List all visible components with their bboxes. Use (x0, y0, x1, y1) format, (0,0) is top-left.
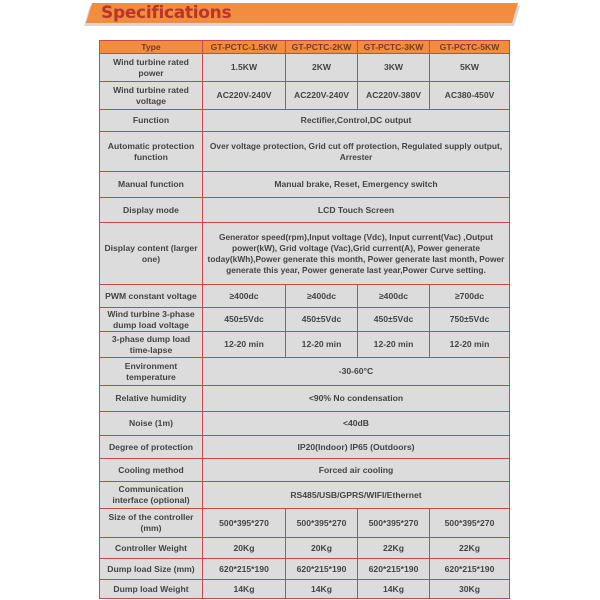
row-value-merged: IP20(Indoor) IP65 (Outdoors) (203, 436, 510, 459)
row-value: 500*395*270 (430, 509, 510, 538)
row-label: Controller Weight (100, 538, 203, 559)
row-value: 450±5Vdc (286, 308, 358, 332)
table-row (100, 559, 510, 580)
row-label: Environment temperature (100, 358, 203, 386)
table-row (100, 482, 510, 509)
table-row (100, 172, 510, 198)
row-value: ≥700dc (430, 285, 510, 308)
row-value-merged: <40dB (203, 412, 510, 436)
row-value: AC220V-380V (358, 82, 430, 110)
row-value: 750±5Vdc (430, 308, 510, 332)
row-value: 3KW (358, 54, 430, 82)
row-label: Noise (1m) (100, 412, 203, 436)
row-label: Display mode (100, 198, 203, 223)
row-label: Dump load Weight (100, 580, 203, 599)
row-value: 2KW (286, 54, 358, 82)
table-row (100, 132, 510, 172)
table-row (100, 308, 510, 332)
table-header-row (100, 41, 510, 54)
header-model: GT-PCTC-3KW (358, 41, 430, 54)
table-row (100, 54, 510, 82)
header-model: GT-PCTC-1.5KW (203, 41, 286, 54)
row-value: AC220V-240V (286, 82, 358, 110)
table-row (100, 436, 510, 459)
row-value: 1.5KW (203, 54, 286, 82)
table-row (100, 538, 510, 559)
row-value: 12-20 min (358, 332, 430, 358)
table-row (100, 386, 510, 412)
row-value: AC380-450V (430, 82, 510, 110)
row-label: Wind turbine rated voltage (100, 82, 203, 110)
row-label: Degree of protection (100, 436, 203, 459)
table-row (100, 198, 510, 223)
row-value-merged: -30-60°C (203, 358, 510, 386)
row-value: 450±5Vdc (358, 308, 430, 332)
row-label: Relative humidity (100, 386, 203, 412)
header-model: GT-PCTC-5KW (430, 41, 510, 54)
table-row (100, 110, 510, 132)
row-label: Automatic protection function (100, 132, 203, 172)
row-label: Wind turbine rated power (100, 54, 203, 82)
row-value: 620*215*190 (286, 559, 358, 580)
row-label: Wind turbine 3-phase dump load voltage (100, 308, 203, 332)
row-value: 12-20 min (430, 332, 510, 358)
row-value: 12-20 min (203, 332, 286, 358)
row-value: AC220V-240V (203, 82, 286, 110)
row-value: 14Kg (286, 580, 358, 599)
row-value: ≥400dc (203, 285, 286, 308)
row-value: 620*215*190 (203, 559, 286, 580)
table-row (100, 412, 510, 436)
table-row (100, 509, 510, 538)
table-row (100, 223, 510, 285)
table-row (100, 459, 510, 482)
row-label: Display content (larger one) (100, 223, 203, 285)
row-value: 620*215*190 (358, 559, 430, 580)
row-value-merged: Generator speed(rpm),Input voltage (Vdc), Input current(Vac) ,Output power(kW), Grid voltage (Vac),Grid current(A), Power generate today(kWh),Power generate this month, Power generate last month, Power generate this year, Power generate last year,Power Curve setting. (203, 223, 510, 285)
row-value: 14Kg (203, 580, 286, 599)
section-title: Specifications (101, 3, 232, 23)
row-label: Size of the controller (mm) (100, 509, 203, 538)
row-value-merged: Manual brake, Reset, Emergency switch (203, 172, 510, 198)
table-row (100, 580, 510, 599)
row-value-merged: RS485/USB/GPRS/WIFI/Ethernet (203, 482, 510, 509)
row-label: 3-phase dump load time-lapse (100, 332, 203, 358)
row-value: 620*215*190 (430, 559, 510, 580)
row-value: 12-20 min (286, 332, 358, 358)
table-row (100, 332, 510, 358)
row-label: Function (100, 110, 203, 132)
row-label: Communication interface (optional) (100, 482, 203, 509)
row-value: 20Kg (203, 538, 286, 559)
row-value: 30Kg (430, 580, 510, 599)
row-label: Dump load Size (mm) (100, 559, 203, 580)
row-value: 5KW (430, 54, 510, 82)
row-value: 22Kg (358, 538, 430, 559)
row-label: Manual function (100, 172, 203, 198)
row-value: 20Kg (286, 538, 358, 559)
table-row (100, 358, 510, 386)
row-value-merged: Over voltage protection, Grid cut off protection, Regulated supply output, Arrester (203, 132, 510, 172)
spec-table (99, 40, 510, 599)
row-value-merged: LCD Touch Screen (203, 198, 510, 223)
row-value: ≥400dc (358, 285, 430, 308)
row-value: ≥400dc (286, 285, 358, 308)
header-type: Type (100, 41, 203, 54)
row-value-merged: Forced air cooling (203, 459, 510, 482)
row-value-merged: Rectifier,Control,DC output (203, 110, 510, 132)
row-value: 500*395*270 (203, 509, 286, 538)
row-label: Cooling method (100, 459, 203, 482)
table-row (100, 285, 510, 308)
table-row (100, 82, 510, 110)
row-value: 14Kg (358, 580, 430, 599)
row-value: 450±5Vdc (203, 308, 286, 332)
row-value: 500*395*270 (286, 509, 358, 538)
row-value-merged: <90% No condensation (203, 386, 510, 412)
header-model: GT-PCTC-2KW (286, 41, 358, 54)
row-value: 22Kg (430, 538, 510, 559)
row-label: PWM constant voltage (100, 285, 203, 308)
row-value: 500*395*270 (358, 509, 430, 538)
